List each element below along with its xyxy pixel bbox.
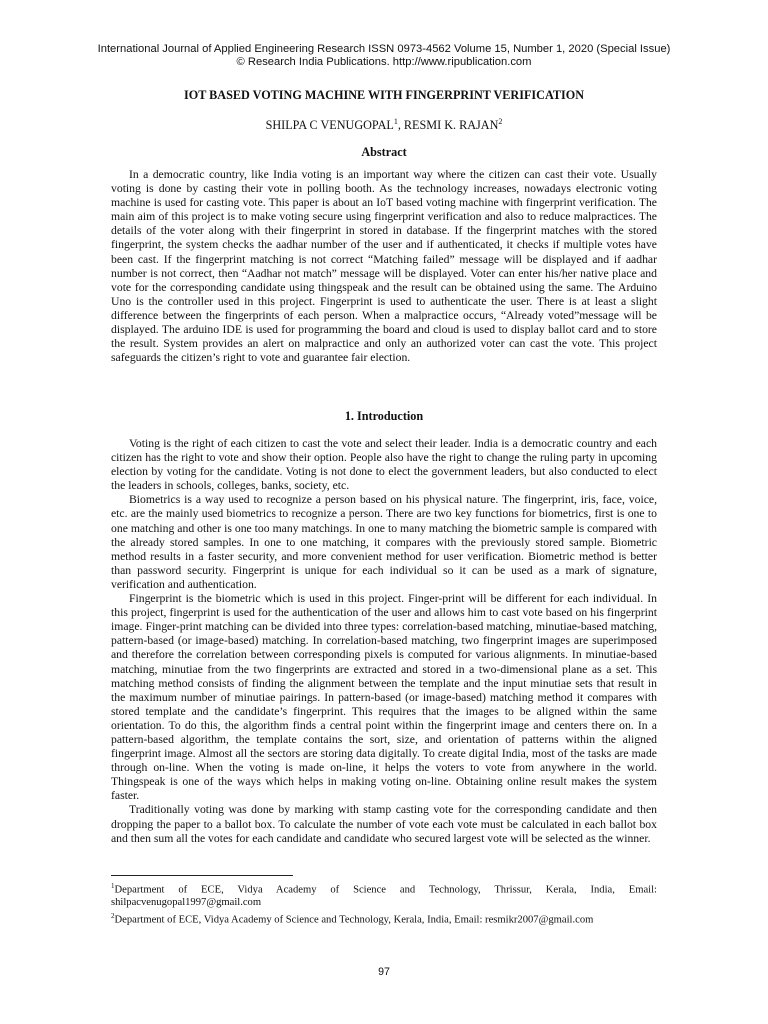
page-number: 97 <box>378 966 390 978</box>
author-1-name: SHILPA C VENUGOPAL <box>265 118 394 133</box>
footnote-divider <box>111 875 293 876</box>
journal-header-line-2: © Research India Publications. http://www.ripublication.com <box>236 56 532 68</box>
author-list <box>40 117 728 133</box>
introduction-paragraph-4: Traditionally voting was done by marking with stamp casting vote for the corresponding candidate and then dropping the paper to a ballot box. To calculate the number of vote each vote must be calculated in each ballot box and then sum all the votes for each candidate and candidate who secured largest vote will be selected as the winner. <box>111 803 657 845</box>
footnote-1 <box>111 880 657 910</box>
abstract-heading: Abstract <box>361 145 407 159</box>
introduction-paragraph-1: Voting is the right of each citizen to cast the vote and select their leader. India is a democratic country and each citizen has the right to vote and show their option. People also have the right to change the ruling party in upcoming election by voting for the candidate. Voting is not done to elect the government leaders, but also conducted to elect the leaders in schools, colleges, banks, society, etc. <box>111 437 657 493</box>
journal-header-line-1: International Journal of Applied Engineering Research ISSN 0973-4562 Volume 15, Number 1, 2020 (Special Issue) <box>97 43 671 55</box>
footnote-1-text: Department of ECE, Vidya Academy of Science and Technology, Thrissur, Kerala, India, Email: shilpacvenugopal1997@gmail.com <box>111 884 657 909</box>
footnote-1-mark: 1 <box>111 882 115 890</box>
footnote-2-mark: 2 <box>111 911 115 920</box>
introduction-paragraph-2: Biometrics is a way used to recognize a person based on his physical nature. The fingerprint, iris, face, voice, etc. are the mainly used biometrics to recognize a person. There are two key functions for biometrics, first is one to one matching and other is one too many matchings. In one to many matching the biometric sample is compared with the already stored samples. In one to one matching, it compares with the previously stored sample. Biometric method results in a faster security, and more convenient method for user verification. Biometric method is better than password security. Fingerprint is unique for each individual so it can be used as a mark of signature, verification and authentication. <box>111 493 657 591</box>
author-separator: , <box>397 118 404 133</box>
author-2-affiliation-mark: 2 <box>498 117 503 126</box>
introduction-paragraph-3: Fingerprint is the biometric which is used in this project. Finger-print will be different for each individual. In this project, fingerprint is used for the authentication of the user and allows him to cast vote based on his fingerprint image. Finger-print matching can be divided into three types: correlation-based matching, minutiae-based matching, pattern-based (or image-based) matching. In correlation-based matching, two fingerprint images are superimposed and therefore the correlation between corresponding pixels is computed for various alignments. In minutiae-based matching, minutiae from the two fingerprints are extracted and stored in a two-dimensional plane as a set. This matching method consists of finding the alignment between the template and the input minutiae sets that result in the maximum number of minutiae pairings. In pattern-based (or image-based) matching method it compares with stored template and the candidate’s fingerprint. This requires that the images to be aligned within the same orientation. To do this, the algorithm finds a central point within the fingerprint image and centers there on. In a pattern-based algorithm, the template contains the sort, size, and orientation of patterns within the aligned fingerprint image. Almost all the sectors are storing data digitally. To create digital India, most of the tasks are made through on-line. When the voting is made on-line, it helps the voters to vote from anywhere in the world. Thingspeak is one of the ways which helps in making voting on-line. Obtaining online result makes the system faster. <box>111 592 657 803</box>
author-2-name: RESMI K. RAJAN <box>403 118 499 133</box>
author-1-affiliation-mark: 1 <box>393 117 398 126</box>
introduction-heading: 1. Introduction <box>344 409 424 423</box>
footnote-2-text: Department of ECE, Vidya Academy of Science and Technology, Kerala, India, Email: resmikr2007@gmail.com <box>114 914 594 926</box>
footnote-2 <box>111 910 657 927</box>
footnotes <box>111 880 657 927</box>
abstract-paragraph: In a democratic country, like India voting is an important way where the citizen can cast their vote. Usually voting is done by casting their vote in polling booth. As the technology increases, nowadays electronic voting machine is used for casting vote. This paper is about an IoT based voting machine with fingerprint verification. The main aim of this project is to make voting secure using fingerprint verification and also to reduce malpractices. The details of the voter along with their fingerprint in stored in database. If the fingerprint matches with the stored fingerprint, the system checks the aadhar number of the user and if authenticated, it checks if multiple votes have been cast. If the fingerprint matching is not correct “Matching failed” message will be displayed and if aadhar number is not correct, then “Aadhar not match” message will be displayed. Voter can enter his/her native place and vote for the corresponding candidate using thingspeak and the result can be obtained using the same. The Arduino Uno is the controller used in this project. Fingerprint is used to authenticate the user. There is at least a slight difference between the fingerprints of each person. When a malpractice occurs, “Already voted”message will be displayed. The arduino IDE is used for programming the board and cloud is used to display ballot card and to store the result. System provides an alert on malpractice and only an authorized voter can cast the vote. This project safeguards the citizen’s right to vote and guarantee fair election. <box>111 168 657 365</box>
abstract-body <box>111 168 657 365</box>
introduction-body <box>111 437 657 846</box>
paper-title: IOT BASED VOTING MACHINE WITH FINGERPRINT VERIFICATION <box>184 88 584 102</box>
journal-header <box>40 43 728 69</box>
